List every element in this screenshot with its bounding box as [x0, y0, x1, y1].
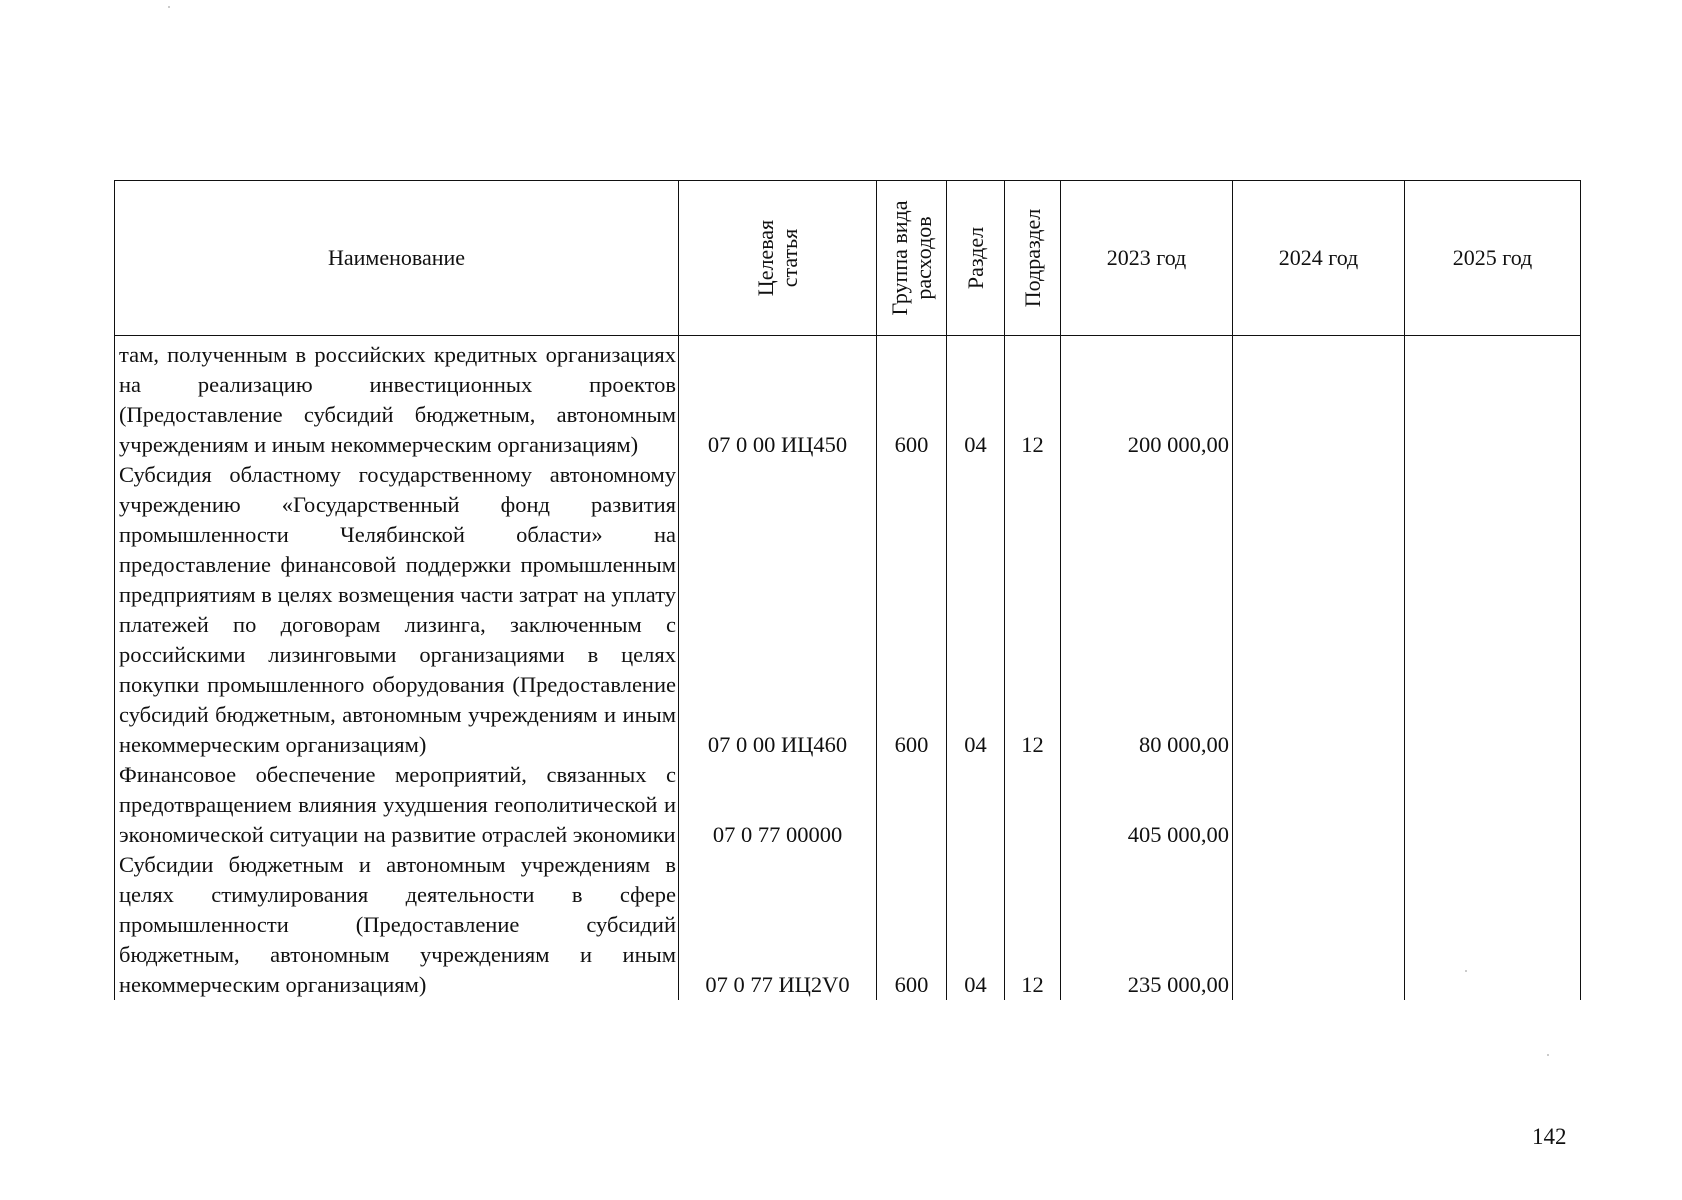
row-amount-2024	[1233, 850, 1405, 1000]
header-group-line-1: Группа вида	[886, 200, 912, 316]
row-amount-2023: 200 000,00	[1061, 336, 1233, 461]
row-subsection: 12	[1005, 460, 1061, 760]
row-amount-2024	[1233, 760, 1405, 850]
header-section-label: Раздел	[962, 226, 988, 290]
scan-speck	[168, 6, 170, 8]
row-name: там, полученным в российских кредитных организациях на реализацию инвестиционных проектов (Предоставление субсидий бюджетным, автономным учреждениям и иным некоммерческим организациям)	[115, 336, 679, 461]
table-row	[115, 336, 1581, 461]
header-target-article	[679, 181, 877, 336]
row-amount-2025	[1405, 850, 1581, 1000]
row-expense-group: 600	[877, 336, 947, 461]
row-name: Финансовое обеспечение мероприятий, связанных с предотвращением влияния ухудшения геополитической и экономической ситуации на развитие отраслей экономики	[115, 760, 679, 850]
row-subsection: 12	[1005, 336, 1061, 461]
budget-table	[114, 180, 1581, 1000]
scan-speck	[1465, 970, 1467, 972]
row-name: Субсидии бюджетным и автономным учреждениям в целях стимулирования деятельности в сфере промышленности (Предоставление субсидий бюджетным, автономным учреждениям и иным некоммерческим организациям)	[115, 850, 679, 1000]
row-target-article: 07 0 77 ИЦ2V0	[679, 850, 877, 1000]
row-target-article: 07 0 77 00000	[679, 760, 877, 850]
row-expense-group: 600	[877, 460, 947, 760]
row-amount-2023: 80 000,00	[1061, 460, 1233, 760]
row-amount-2025	[1405, 760, 1581, 850]
row-expense-group: 600	[877, 850, 947, 1000]
header-name: Наименование	[115, 181, 679, 336]
row-section: 04	[947, 460, 1005, 760]
header-year-2025: 2025 год	[1405, 181, 1581, 336]
row-expense-group	[877, 760, 947, 850]
row-subsection: 12	[1005, 850, 1061, 1000]
row-section	[947, 760, 1005, 850]
table-header-row	[115, 181, 1581, 336]
table-row	[115, 760, 1581, 850]
row-amount-2023: 235 000,00	[1061, 850, 1233, 1000]
header-group-line-2: расходов	[910, 216, 936, 300]
header-year-2024: 2024 год	[1233, 181, 1405, 336]
header-target-line-2: статья	[776, 228, 802, 288]
header-section	[947, 181, 1005, 336]
row-target-article: 07 0 00 ИЦ450	[679, 336, 877, 461]
row-section: 04	[947, 336, 1005, 461]
scan-speck	[1547, 1054, 1549, 1056]
header-target-line-1: Целевая	[752, 219, 778, 297]
row-amount-2025	[1405, 336, 1581, 461]
table-row	[115, 460, 1581, 760]
row-section: 04	[947, 850, 1005, 1000]
header-year-2023: 2023 год	[1061, 181, 1233, 336]
row-name: Субсидия областному государственному автономному учреждению «Государственный фонд развития промышленности Челябинской области» на предоставление финансовой поддержки промышленным предприятиям в целях возмещения части затрат на уплату платежей по договорам лизинга, заключенным с российскими лизинговыми организациями в целях покупки промышленного оборудования (Предоставление субсидий бюджетным, автономным учреждениям и иным некоммерческим организациям)	[115, 460, 679, 760]
row-amount-2024	[1233, 336, 1405, 461]
row-target-article: 07 0 00 ИЦ460	[679, 460, 877, 760]
page-number: 142	[1532, 1124, 1567, 1149]
header-expense-group	[877, 181, 947, 336]
row-amount-2024	[1233, 460, 1405, 760]
table-row	[115, 850, 1581, 1000]
row-amount-2023: 405 000,00	[1061, 760, 1233, 850]
header-subsection	[1005, 181, 1061, 336]
row-amount-2025	[1405, 460, 1581, 760]
header-subsection-label: Подраздел	[1019, 208, 1045, 308]
row-subsection	[1005, 760, 1061, 850]
